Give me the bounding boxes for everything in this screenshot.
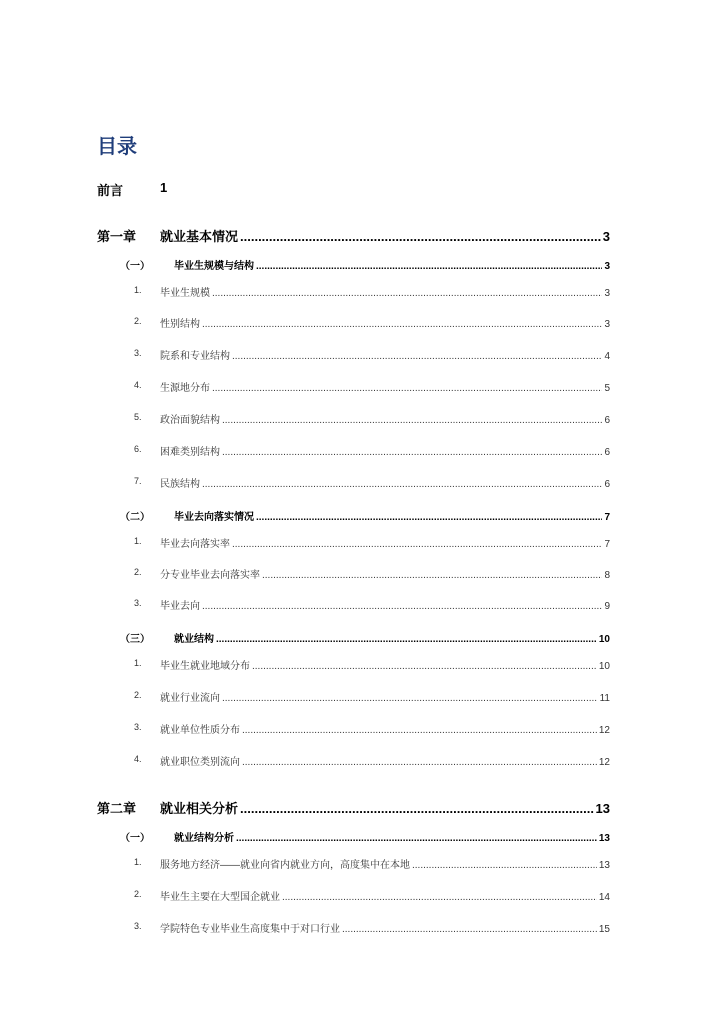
page-number: 3 <box>604 261 610 272</box>
item-number: 3. <box>134 598 142 608</box>
item-title: 民族结构 <box>160 479 200 490</box>
item-title: 生源地分布 <box>160 383 210 394</box>
dot-leader <box>212 383 602 394</box>
dot-leader <box>282 892 597 903</box>
page-number: 8 <box>604 570 610 581</box>
toc-title: 目录 <box>97 136 137 158</box>
dot-leader <box>236 833 597 844</box>
page-number: 7 <box>604 539 610 550</box>
page-number: 11 <box>599 693 610 704</box>
toc-entry-chapter[interactable] <box>160 798 610 817</box>
toc-entry-item[interactable] <box>160 315 610 330</box>
dot-leader <box>240 801 594 816</box>
toc-entry-item[interactable] <box>160 347 610 362</box>
toc-entry-item[interactable] <box>160 443 610 458</box>
toc-entry-item[interactable] <box>160 920 610 935</box>
toc-entry-item[interactable] <box>160 411 610 426</box>
page-number: 12 <box>598 757 610 768</box>
dot-leader <box>256 512 602 523</box>
item-title: 毕业去向 <box>160 601 200 612</box>
preface-page-number: 1 <box>160 180 168 195</box>
item-number: 3. <box>134 348 142 358</box>
page-number: 10 <box>598 634 610 645</box>
toc-entry-section[interactable] <box>174 630 610 645</box>
dot-leader <box>256 261 602 272</box>
item-number: 3. <box>134 722 142 732</box>
toc-entry-item[interactable] <box>160 888 610 903</box>
toc-entry-item[interactable] <box>160 657 610 672</box>
page-number: 15 <box>598 924 610 935</box>
page-number: 13 <box>595 801 610 816</box>
toc-entry-item[interactable] <box>160 379 610 394</box>
toc-entry-item[interactable] <box>160 721 610 736</box>
item-title: 就业单位性质分布 <box>160 725 240 736</box>
dot-leader <box>342 924 597 935</box>
item-title: 困难类别结构 <box>160 447 220 458</box>
dot-leader <box>212 288 602 299</box>
item-number: 7. <box>134 476 142 486</box>
item-title: 性别结构 <box>160 319 200 330</box>
page-number: 5 <box>604 383 610 394</box>
item-number: 1. <box>134 658 142 668</box>
dot-leader <box>242 757 597 768</box>
chapter-label: 第二章 <box>97 801 137 816</box>
dot-leader <box>232 539 602 550</box>
section-label: （一） <box>120 261 150 272</box>
item-number: 1. <box>134 285 142 295</box>
item-title: 毕业生就业地域分布 <box>160 661 250 672</box>
chapter-title: 就业基本情况 <box>160 229 239 244</box>
dot-leader <box>202 601 602 612</box>
dot-leader <box>242 725 597 736</box>
toc-entry-item[interactable] <box>160 689 610 704</box>
dot-leader <box>222 415 602 426</box>
section-label: （三） <box>120 634 150 645</box>
item-number: 4. <box>134 380 142 390</box>
page-number: 3 <box>604 288 610 299</box>
dot-leader <box>202 479 602 490</box>
dot-leader <box>412 860 597 871</box>
item-title: 服务地方经济——就业向省内就业方向，高度集中在本地 <box>160 860 410 871</box>
page-number: 13 <box>598 860 610 871</box>
toc-entry-section[interactable] <box>174 829 610 844</box>
page-number: 3 <box>602 229 610 244</box>
dot-leader <box>232 351 602 362</box>
item-title: 分专业毕业去向落实率 <box>160 570 260 581</box>
item-number: 1. <box>134 857 142 867</box>
item-number: 2. <box>134 690 142 700</box>
dot-leader <box>222 693 598 704</box>
section-title: 毕业生规模与结构 <box>174 261 254 272</box>
section-title: 毕业去向落实情况 <box>174 512 254 523</box>
dot-leader <box>216 634 597 645</box>
dot-leader <box>252 661 597 672</box>
item-number: 3. <box>134 921 142 931</box>
section-title: 就业结构分析 <box>174 833 234 844</box>
item-title: 政治面貌结构 <box>160 415 220 426</box>
toc-entry-item[interactable] <box>160 535 610 550</box>
dot-leader <box>240 229 601 244</box>
toc-entry-chapter[interactable] <box>160 226 610 245</box>
page-number: 6 <box>604 479 610 490</box>
dot-leader <box>202 319 602 330</box>
item-number: 5. <box>134 412 142 422</box>
item-number: 1. <box>134 536 142 546</box>
page-number: 14 <box>598 892 610 903</box>
chapter-label: 第一章 <box>97 229 137 244</box>
page-number: 12 <box>598 725 610 736</box>
page-number: 13 <box>598 833 610 844</box>
item-number: 6. <box>134 444 142 454</box>
item-title: 院系和专业结构 <box>160 351 230 362</box>
section-label: （一） <box>120 833 150 844</box>
item-number: 2. <box>134 889 142 899</box>
toc-entry-item[interactable] <box>160 566 610 581</box>
dot-leader <box>262 570 602 581</box>
item-title: 毕业生主要在大型国企就业 <box>160 892 280 903</box>
toc-entry-section[interactable] <box>174 257 610 272</box>
chapter-title: 就业相关分析 <box>160 801 239 816</box>
toc-entry-item[interactable] <box>160 597 610 612</box>
item-number: 4. <box>134 754 142 764</box>
item-title: 学院特色专业毕业生高度集中于对口行业 <box>160 924 340 935</box>
toc-entry-item[interactable] <box>160 856 610 871</box>
section-title: 就业结构 <box>174 634 214 645</box>
page-number: 3 <box>604 319 610 330</box>
page-number: 9 <box>604 601 610 612</box>
page-number: 10 <box>598 661 610 672</box>
toc-entry-item[interactable] <box>160 284 610 299</box>
item-number: 2. <box>134 567 142 577</box>
toc-entry-item[interactable] <box>160 475 610 490</box>
page-number: 4 <box>604 351 610 362</box>
toc-entry-section[interactable] <box>174 508 610 523</box>
toc-entry-item[interactable] <box>160 753 610 768</box>
page-number: 6 <box>604 447 610 458</box>
item-title: 就业行业流向 <box>160 693 220 704</box>
page-number: 6 <box>604 415 610 426</box>
section-label: （二） <box>120 512 150 523</box>
item-title: 就业职位类别流向 <box>160 757 240 768</box>
page-number: 7 <box>604 512 610 523</box>
preface-label: 前言 <box>97 183 124 198</box>
item-title: 毕业生规模 <box>160 288 210 299</box>
item-number: 2. <box>134 316 142 326</box>
item-title: 毕业去向落实率 <box>160 539 230 550</box>
dot-leader <box>222 447 602 458</box>
